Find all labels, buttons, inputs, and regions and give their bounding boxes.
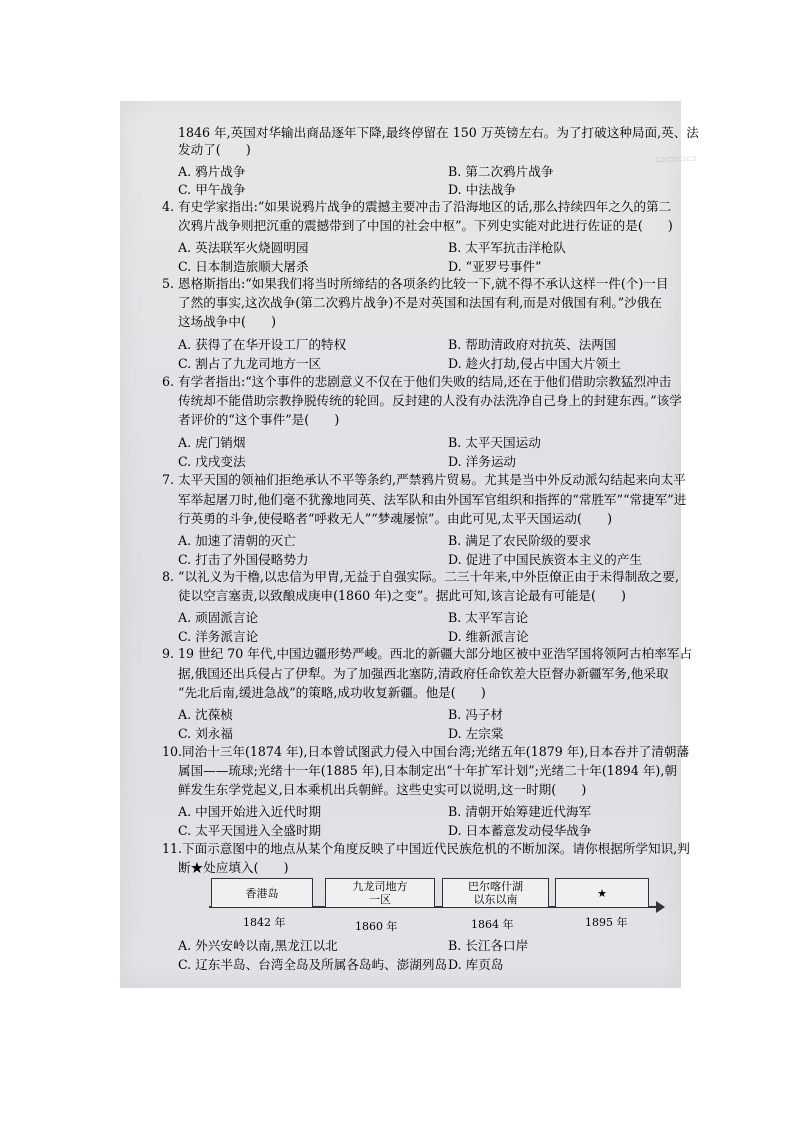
q8-option-d[interactable]: D. 维新派言论 — [448, 629, 529, 644]
q5-option-d[interactable]: D. 趁火打劫,侵占中国大片领土 — [448, 356, 621, 371]
q6-option-a[interactable]: A. 虎门销烟 — [178, 435, 246, 450]
q6-stem-line1: 6. 有学者指出:“这个事件的悲剧意义不仅在于他们失败的结局,还在于他们借助宗教猛烈冲击 — [162, 374, 672, 389]
q7-option-a[interactable]: A. 加速了清朝的灭亡 — [178, 533, 296, 548]
q6-option-b[interactable]: B. 太平天国运动 — [448, 435, 541, 450]
q3-stem-line2: 发动了( ) — [178, 142, 251, 157]
q6-stem-line3: 者评价的“这个事件”是( ) — [178, 412, 340, 427]
q8-stem-line1: 8. “以礼义为干橹,以忠信为甲胄,无益于自强实际。二三十年来,中外臣僚正由于未得制敌之要, — [162, 569, 680, 584]
q5-stem-line2: 了然的事实,这次战争(第二次鸦片战争)不是对英国和法国有利,而是对俄国有利。”沙俄在 — [178, 295, 662, 310]
q3-option-b[interactable]: B. 第二次鸦片战争 — [448, 164, 554, 179]
q8-option-c[interactable]: C. 洋务派言论 — [178, 629, 259, 644]
q9-option-a[interactable]: A. 沈葆桢 — [178, 707, 233, 722]
timeline-arrow-icon — [656, 901, 665, 913]
q10-option-b[interactable]: B. 清朝开始筹建近代海军 — [448, 804, 592, 819]
q9-option-b[interactable]: B. 冯子材 — [448, 707, 504, 722]
star-placeholder-icon: ★ — [597, 886, 607, 900]
q8-option-a[interactable]: A. 顽固派言论 — [178, 610, 259, 625]
q11-option-d[interactable]: D. 库页岛 — [448, 957, 504, 972]
q10-option-d[interactable]: D. 日本蓄意发动侵华战争 — [448, 823, 592, 838]
timeline-year-3: 1864 年 — [471, 918, 514, 931]
q7-stem-line2: 军举起屠刀时,他们毫不犹豫地同英、法军队和由外国军官组织和指挥的“常胜军”“常捷军”进 — [178, 492, 687, 507]
timeline-box-1-label: 香港岛 — [245, 886, 279, 900]
q3-option-d[interactable]: D. 中法战争 — [448, 182, 517, 197]
q7-option-b[interactable]: B. 满足了农民阶级的要求 — [448, 533, 592, 548]
q5-stem-line1: 5. 恩格斯指出:“如果我们将当时所缔结的各项条约比较一下,就不得不承认这样一件(个)一目 — [162, 276, 669, 291]
timeline-year-2: 1860 年 — [355, 920, 398, 933]
q6-option-c[interactable]: C. 戊戌变法 — [178, 454, 246, 469]
q5-option-c[interactable]: C. 割占了九龙司地方一区 — [178, 356, 322, 371]
q7-stem-line3: 行英勇的斗争,使侵略者“呼救无人”“梦魂屡惊”。由此可见,太平天国运动( ) — [178, 511, 612, 526]
q4-option-b[interactable]: B. 太平军抗击洋枪队 — [448, 240, 567, 255]
q5-option-b[interactable]: B. 帮助清政府对抗英、法两国 — [448, 337, 617, 352]
timeline-box-1 — [211, 878, 313, 908]
timeline-box-4 — [555, 878, 649, 908]
q4-option-a[interactable]: A. 英法联军火烧圆明园 — [178, 240, 309, 255]
timeline-box-2-label-line1: 九龙司地方 — [352, 880, 408, 893]
q9-stem-line2: 据,俄国还出兵侵占了伊犁。为了加强西北塞防,清政府任命钦差大臣督办新疆军务,他采取 — [178, 666, 669, 681]
q7-option-d[interactable]: D. 促进了中国民族资本主义的产生 — [448, 552, 642, 567]
q6-stem-line2: 传统却不能借助宗教挣脱传统的轮回。反封建的人没有办法洗净自己身上的封建东西。”该学 — [178, 393, 682, 408]
bleed-through-mark: ▭▭▭▭ — [654, 151, 697, 166]
q10-stem-line2: 属国——琉球;光绪十一年(1885 年),日本制定出“十年扩军计划”;光绪二十年(1894 年),朝 — [178, 763, 677, 778]
timeline-box-2-label-line2: 一区 — [369, 893, 391, 906]
q8-stem-line2: 徒以空言塞责,以致酿成庚申(1860 年)之变”。据此可知,该言论最有可能是( ) — [178, 588, 626, 603]
q11-option-b[interactable]: B. 长江各口岸 — [448, 938, 529, 953]
q6-option-d[interactable]: D. 洋务运动 — [448, 454, 517, 469]
q5-stem-line3: 这场战争中( ) — [178, 314, 276, 329]
q3-option-c[interactable]: C. 甲午战争 — [178, 182, 246, 197]
timeline-box-3-label-line2: 以东以南 — [473, 893, 518, 906]
q8-option-b[interactable]: B. 太平军言论 — [448, 610, 529, 625]
q11-stem-line2: 断★处应填入( ) — [178, 860, 289, 875]
q9-stem-line3: “先北后南,缓进急战”的策略,成功收复新疆。他是( ) — [178, 685, 486, 700]
q3-option-a[interactable]: A. 鸦片战争 — [178, 164, 246, 179]
timeline-box-2 — [325, 878, 435, 908]
q10-stem-line3: 鲜发生东学党起义,日本乘机出兵朝鲜。这些史实可以说明,这一时期( ) — [178, 782, 587, 797]
q4-stem-line1: 4. 有史学家指出:“如果说鸦片战争的震撼主要冲击了沿海地区的话,那么持续四年之久的第二 — [162, 199, 672, 214]
q7-stem-line1: 7. 太平天国的领袖们拒绝承认不平等条约,严禁鸦片贸易。尤其是当中外反动派勾结起来向太平 — [162, 472, 686, 487]
q9-option-c[interactable]: C. 刘永福 — [178, 726, 233, 741]
q5-option-a[interactable]: A. 获得了在华开设工厂的特权 — [178, 337, 347, 352]
q4-option-d[interactable]: D. “亚罗号事件” — [448, 259, 542, 274]
q11-option-c[interactable]: C. 辽东半岛、台湾全岛及所属各岛屿、澎湖列岛 — [178, 957, 448, 972]
q10-stem-line1: 10.同治十三年(1874 年),日本曾试图武力侵入中国台湾;光绪五年(1879 年),日本吞并了清朝藩 — [162, 744, 690, 759]
q4-stem-line2: 次鸦片战争则把沉重的震撼带到了中国的社会中枢”。下列史实能对此进行佐证的是( ) — [178, 218, 673, 233]
q9-stem-line1: 9. 19 世纪 70 年代,中国边疆形势严峻。西北的新疆大部分地区被中亚浩罕国将领阿古柏率军占 — [162, 646, 693, 661]
timeline-year-1: 1842 年 — [243, 916, 286, 929]
q10-option-c[interactable]: C. 太平天国进入全盛时期 — [178, 823, 322, 838]
q9-option-d[interactable]: D. 左宗棠 — [448, 726, 504, 741]
timeline-box-3 — [442, 878, 549, 908]
q4-option-c[interactable]: C. 日本制造旅顺大屠杀 — [178, 259, 309, 274]
q3-stem-line1: 1846 年,英国对华输出商品逐年下降,最终停留在 150 万英镑左右。为了打破这种局面,英、法 — [178, 125, 699, 140]
q7-option-c[interactable]: C. 打击了外国侵略势力 — [178, 552, 309, 567]
timeline-year-4: 1895 年 — [585, 916, 628, 929]
q10-option-a[interactable]: A. 中国开始进入近代时期 — [178, 804, 322, 819]
q11-option-a[interactable]: A. 外兴安岭以南,黑龙江以北 — [178, 938, 338, 953]
q11-stem-line1: 11.下面示意图中的地点从某个角度反映了中国近代民族危机的不断加深。请你根据所学知识,判 — [162, 841, 690, 856]
timeline-box-3-label-line1: 巴尔喀什湖 — [468, 880, 523, 893]
